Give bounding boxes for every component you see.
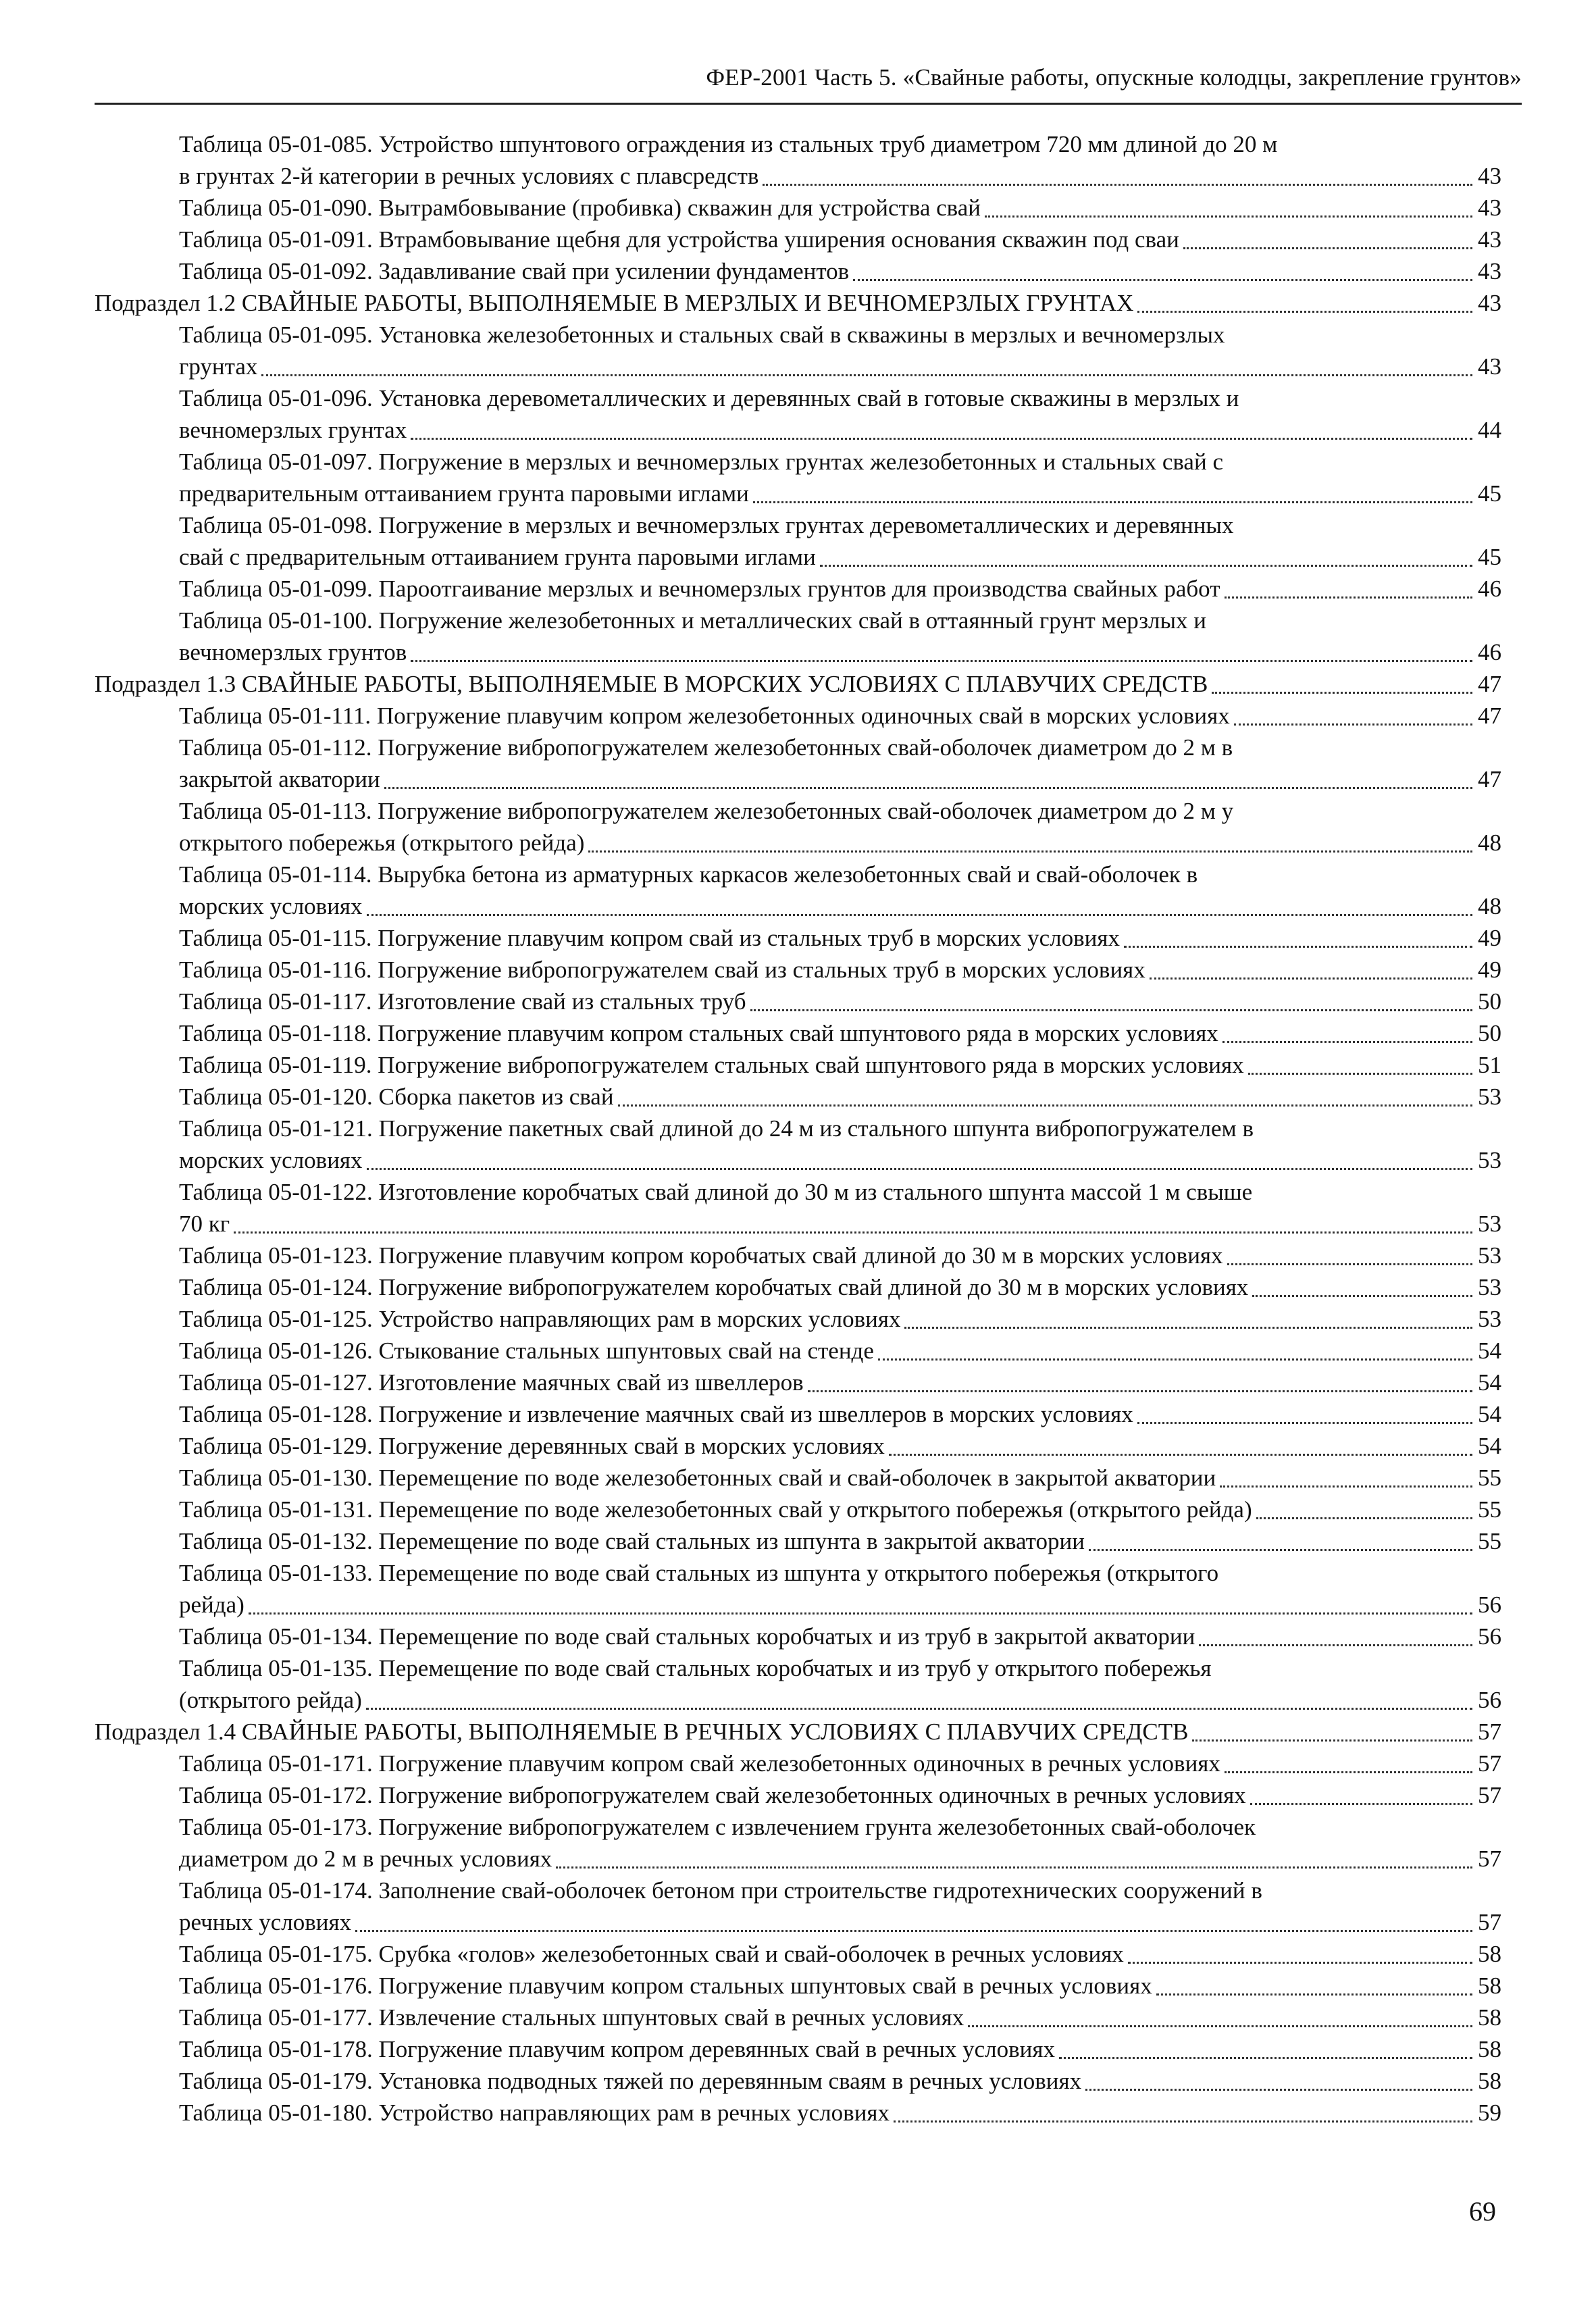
toc-entry-text: Таблица 05-01-096. Установка деревометаллических и деревянных свай в готовые скважины в мерзлых и [179,385,1241,411]
toc-entry-line [95,890,1501,922]
toc-page-number: 54 [1475,1398,1501,1430]
toc-table-entry[interactable] [95,192,1501,224]
toc-entry-line [95,287,1501,319]
toc-table-entry[interactable] [95,1240,1501,1271]
toc-table-entry[interactable] [95,573,1501,605]
toc-page-number: 46 [1475,636,1501,668]
toc-page-number: 54 [1475,1367,1501,1398]
dot-leader [1225,596,1472,599]
toc-page-number: 57 [1475,1906,1501,1938]
toc-page-number: 56 [1475,1684,1501,1716]
toc-table-entry[interactable] [95,1811,1501,1875]
dot-leader [384,787,1472,789]
toc-entry-line [95,954,1501,986]
toc-entry-line [95,1271,1501,1303]
toc-entry-line [95,1176,1501,1208]
toc-page-number: 48 [1475,890,1501,922]
toc-entry-line [95,1970,1501,2002]
toc-entry-line [95,2097,1501,2129]
dot-leader [904,1327,1472,1329]
toc-entry-line [95,1367,1501,1398]
toc-entry-line [95,541,1501,573]
toc-table-entry[interactable] [95,1938,1501,1970]
toc-entry-line [95,1049,1501,1081]
toc-table-entry[interactable] [95,1652,1501,1716]
toc-page-number: 50 [1475,1017,1501,1049]
toc-entry-text: Таблица 05-01-092. Задавливание свай при усилении фундаментов [179,258,852,284]
toc-entry-line [95,1589,1501,1621]
dot-leader [355,1930,1472,1932]
toc-page-number: 57 [1475,1779,1501,1811]
dot-leader [1256,1517,1472,1519]
toc-entry-text: открытого побережья (открытого рейда) [179,830,587,856]
toc-entry-text: Таблица 05-01-123. Погружение плавучим копром коробчатых свай длиной до 30 м в морских условиях [179,1242,1226,1269]
dot-leader [366,1708,1472,1710]
dot-leader [968,2025,1472,2027]
toc-page-number: 56 [1475,1589,1501,1621]
toc-entry-text: вечномерзлых грунтов [179,639,409,665]
toc-page-number: 47 [1475,763,1501,795]
toc-page-number: 46 [1475,573,1501,605]
toc-entry-line [95,1240,1501,1271]
toc-page-number: 44 [1475,414,1501,446]
toc-entry-text: Таблица 05-01-113. Погружение вибропогружателем железобетонных свай-оболочек диаметром до 2 м у [179,798,1236,824]
dot-leader [1222,1041,1472,1043]
toc-page-number: 43 [1475,287,1501,319]
toc-entry-line [95,1557,1501,1589]
toc-entry-line [95,1430,1501,1462]
toc-entry-line [95,2002,1501,2033]
toc-entry-text: Таблица 05-01-172. Погружение вибропогружателем свай железобетонных одиночных в речных условиях [179,1782,1249,1808]
toc-page-number: 47 [1475,700,1501,732]
toc-entry-text: свай с предварительным оттаиванием грунта паровыми иглами [179,544,819,570]
toc-page-number: 58 [1475,2033,1501,2065]
toc-table-entry[interactable] [95,700,1501,732]
dot-leader [1212,692,1472,694]
toc-entry-text: Таблица 05-01-180. Устройство направляющих рам в речных условиях [179,2100,892,2126]
toc-entry-line [95,986,1501,1017]
toc-entry-text: Таблица 05-01-117. Изготовление свай из стальных труб [179,988,749,1015]
dot-leader [1085,2089,1472,2091]
toc-page-number: 55 [1475,1525,1501,1557]
page-number: 69 [1469,2196,1496,2227]
dot-leader [763,184,1472,186]
toc-entry-text: морских условиях [179,893,365,919]
toc-entry-text: Таблица 05-01-115. Погружение плавучим копром свай из стальных труб в морских условиях [179,925,1123,951]
toc-entry-text: диаметром до 2 м в речных условиях [179,1846,555,1872]
toc-entry-text: грунтах [179,353,260,380]
toc-entry-text: (открытого рейда) [179,1687,365,1713]
toc-entry-line [95,1335,1501,1367]
toc-table-entry[interactable] [95,1557,1501,1621]
toc-table-entry[interactable] [95,319,1501,382]
toc-page-number: 55 [1475,1462,1501,1494]
toc-entry-text: Таблица 05-01-099. Пароотгаивание мерзлых и вечномерзлых грунтов для производства свайных работ [179,576,1223,602]
dot-leader [753,501,1472,503]
dot-leader [1137,311,1472,313]
toc-entry-line [95,605,1501,636]
toc-page-number: 58 [1475,1970,1501,2002]
toc-entry-text: Подраздел 1.3 СВАЙНЫЕ РАБОТЫ, ВЫПОЛНЯЕМЫЕ В МОРСКИХ УСЛОВИЯХ С ПЛАВУЧИХ СРЕДСТВ [95,671,1210,697]
toc-entry-line [95,1811,1501,1843]
toc-entry-text: Таблица 05-01-178. Погружение плавучим копром деревянных свай в речных условиях [179,2036,1058,2062]
toc-entry-text: Таблица 05-01-098. Погружение в мерзлых и вечномерзлых грунтах деревометаллических и деревянных [179,512,1237,538]
dot-leader [249,1612,1472,1615]
toc-entry-line [95,382,1501,414]
toc-entry-line [95,160,1501,192]
toc-page-number: 54 [1475,1430,1501,1462]
toc-entry-text: Таблица 05-01-119. Погружение вибропогружателем стальных свай шпунтового ряда в морских условиях [179,1052,1247,1078]
toc-table-entry[interactable] [95,1335,1501,1367]
toc-page-number: 56 [1475,1621,1501,1652]
toc-entry-line [95,128,1501,160]
toc-entry-text: Таблица 05-01-124. Погружение вибропогружателем коробчатых свай длиной до 30 м в морских условиях [179,1274,1251,1300]
toc-entry-line [95,859,1501,890]
toc-table-entry[interactable] [95,2065,1501,2097]
toc-table-entry[interactable] [95,2002,1501,2033]
toc-table-entry[interactable] [95,446,1501,509]
toc-page-number: 55 [1475,1494,1501,1525]
toc-entry-line [95,1652,1501,1684]
toc-entry-line [95,1081,1501,1113]
toc-entry-text: закрытой акватории [179,766,383,792]
dot-leader [1089,1549,1472,1551]
page-header: ФЕР-2001 Часть 5. «Свайные работы, опускные колодцы, закрепление грунтов» [706,64,1522,91]
toc-page-number: 43 [1475,351,1501,382]
toc-entry-text: Таблица 05-01-116. Погружение вибропогружателем свай из стальных труб в морских условиях [179,957,1148,983]
toc-entry-line [95,446,1501,478]
toc-entry-line [95,1113,1501,1144]
toc-page-number: 53 [1475,1208,1501,1240]
toc-entry-line [95,1494,1501,1525]
toc-entry-line [95,319,1501,351]
toc-entry-line [95,636,1501,668]
toc-page-number: 57 [1475,1748,1501,1779]
dot-leader [1234,723,1472,726]
toc-entry-text: предварительным оттаиванием грунта паровыми иглами [179,480,752,507]
toc-page-number: 57 [1475,1843,1501,1875]
dot-leader [367,914,1472,916]
dot-leader [411,660,1472,662]
dot-leader [1124,946,1472,948]
toc-entry-line [95,509,1501,541]
dot-leader [1137,1422,1472,1424]
toc-entry-text: Таблица 05-01-134. Перемещение по воде свай стальных коробчатых и из труб в закрытой акватории [179,1623,1198,1650]
dot-leader [1252,1295,1472,1297]
toc-entry-text: вечномерзлых грунтах [179,417,409,443]
toc-table-entry[interactable] [95,605,1501,668]
toc-entry-text: Таблица 05-01-090. Вытрамбовывание (пробивка) скважин для устройства свай [179,195,983,221]
dot-leader [889,1454,1472,1456]
toc-table-entry[interactable] [95,382,1501,446]
toc-entry-line [95,922,1501,954]
toc-page-number: 43 [1475,160,1501,192]
toc-entry-line [95,1398,1501,1430]
toc-page-number: 57 [1475,1716,1501,1748]
toc-page-number: 53 [1475,1081,1501,1113]
toc-entry-line [95,2033,1501,2065]
toc-page-number: 50 [1475,986,1501,1017]
toc-entry-text: Таблица 05-01-097. Погружение в мерзлых и вечномерзлых грунтах железобетонных и стальных свай с [179,449,1226,475]
toc-entry-line [95,1303,1501,1335]
header-rule [95,103,1522,105]
toc-page-number: 58 [1475,2065,1501,2097]
toc-table-entry[interactable] [95,1303,1501,1335]
toc-entry-line [95,478,1501,509]
toc-entry-text: Таблица 05-01-085. Устройство шпунтового ограждения из стальных труб диаметром 720 мм длиной до 20 м [179,131,1280,157]
toc-page-number: 48 [1475,827,1501,859]
toc-entry-text: Таблица 05-01-179. Установка подводных тяжей по деревянным сваям в речных условиях [179,2068,1084,2094]
dot-leader [1192,1739,1472,1742]
dot-leader [556,1866,1472,1869]
toc-page-number: 53 [1475,1303,1501,1335]
toc-section-entry[interactable] [95,668,1501,700]
toc-table-entry[interactable] [95,1176,1501,1240]
toc-entry-line [95,1017,1501,1049]
toc-page-number: 49 [1475,954,1501,986]
toc-page-number: 58 [1475,2002,1501,2033]
toc-table-entry[interactable] [95,1494,1501,1525]
toc-entry-text: Подраздел 1.2 СВАЙНЫЕ РАБОТЫ, ВЫПОЛНЯЕМЫЕ В МЕРЗЛЫХ И ВЕЧНОМЕРЗЛЫХ ГРУНТАХ [95,290,1136,316]
toc-section-entry[interactable] [95,1716,1501,1748]
toc-entry-line [95,192,1501,224]
dot-leader [1150,977,1472,980]
toc-entry-line [95,1779,1501,1811]
toc-entry-text: Таблица 05-01-091. Втрамбовывание щебня для устройства уширения основания скважин под сваи [179,226,1182,253]
dot-leader [820,565,1472,567]
toc-entry-text: Таблица 05-01-175. Срубка «голов» железобетонных свай и свай-оболочек в речных условиях [179,1941,1127,1967]
toc-entry-line [95,1525,1501,1557]
toc-entry-text: в грунтах 2-й категории в речных условиях с плавсредств [179,163,761,189]
toc-page-number: 51 [1475,1049,1501,1081]
toc-table-entry[interactable] [95,1049,1501,1081]
toc-table-entry[interactable] [95,1081,1501,1113]
toc-table-entry[interactable] [95,224,1501,255]
toc-entry-text: Таблица 05-01-125. Устройство направляющих рам в морских условиях [179,1306,903,1332]
toc-entry-line [95,1938,1501,1970]
toc-entry-text: рейда) [179,1592,247,1618]
toc-table-entry[interactable] [95,1525,1501,1557]
toc-entry-text: Таблица 05-01-131. Перемещение по воде железобетонных свай у открытого побережья (открытого рейда) [179,1496,1255,1523]
dot-leader [894,2120,1472,2123]
toc-entry-text: Таблица 05-01-127. Изготовление маячных свай из швеллеров [179,1369,806,1396]
toc-entry-line [95,1144,1501,1176]
toc-page-number: 54 [1475,1335,1501,1367]
toc-entry-text: Таблица 05-01-121. Погружение пакетных свай длиной до 24 м из стального шпунта вибропогружателем в [179,1115,1256,1142]
toc-table-entry[interactable] [95,509,1501,573]
toc-entry-line [95,1684,1501,1716]
toc-entry-line [95,1716,1501,1748]
toc-entry-line [95,1208,1501,1240]
toc-entry-line [95,351,1501,382]
toc-entry-text: Таблица 05-01-114. Вырубка бетона из арматурных каркасов железобетонных свай и свай-оболочек в [179,861,1200,888]
dot-leader [1248,1073,1472,1075]
toc-table-entry[interactable] [95,1017,1501,1049]
dot-leader [1156,1993,1472,1996]
toc-page-number: 43 [1475,224,1501,255]
dot-leader [261,374,1472,376]
toc-entry-text: Таблица 05-01-118. Погружение плавучим копром стальных свай шпунтового ряда в морских условиях [179,1020,1221,1046]
toc-page-number: 53 [1475,1271,1501,1303]
toc-table-entry[interactable] [95,795,1501,859]
toc-entry-text: Подраздел 1.4 СВАЙНЫЕ РАБОТЫ, ВЫПОЛНЯЕМЫЕ В РЕЧНЫХ УСЛОВИЯХ С ПЛАВУЧИХ СРЕДСТВ [95,1719,1191,1745]
toc-table-entry[interactable] [95,255,1501,287]
dot-leader [234,1231,1472,1234]
toc-page-number: 53 [1475,1240,1501,1271]
dot-leader [1183,247,1472,249]
toc-entry-line [95,1462,1501,1494]
dot-leader [985,215,1472,218]
toc-section-entry[interactable] [95,287,1501,319]
toc-entry-text: Таблица 05-01-176. Погружение плавучим копром стальных шпунтовых свай в речных условиях [179,1973,1155,1999]
toc-entry-text: Таблица 05-01-111. Погружение плавучим копром железобетонных одиночных свай в морских условиях [179,703,1233,729]
toc-page-number: 49 [1475,922,1501,954]
toc-entry-line [95,700,1501,732]
toc-table-entry[interactable] [95,1970,1501,2002]
toc-entry-line [95,1621,1501,1652]
toc-table-entry[interactable] [95,1430,1501,1462]
dot-leader [1059,2057,1472,2059]
toc-entry-text: Таблица 05-01-132. Перемещение по воде свай стальных из шпунта в закрытой акватории [179,1528,1087,1554]
toc-entry-line [95,573,1501,605]
toc-entry-text: Таблица 05-01-100. Погружение железобетонных и металлических свай в оттаянный грунт мерзлых и [179,607,1209,634]
toc-table-entry[interactable] [95,1113,1501,1176]
toc-table-entry[interactable] [95,1398,1501,1430]
toc-entry-text: Таблица 05-01-173. Погружение вибропогружателем с извлечением грунта железобетонных свай-оболочек [179,1814,1258,1840]
toc-table-entry[interactable] [95,1748,1501,1779]
toc-entry-line [95,1843,1501,1875]
toc-page-number: 47 [1475,668,1501,700]
toc-entry-text: Таблица 05-01-112. Погружение вибропогружателем железобетонных свай-оболочек диаметром до 2 м в [179,734,1235,761]
toc-entry-text: речных условиях [179,1909,354,1935]
toc-entry-line [95,2065,1501,2097]
toc-entry-line [95,668,1501,700]
toc-entry-line [95,414,1501,446]
toc-entry-line [95,1875,1501,1906]
toc-table-entry[interactable] [95,1462,1501,1494]
toc-page-number: 43 [1475,192,1501,224]
dot-leader [1225,1771,1472,1773]
toc-table-entry[interactable] [95,922,1501,954]
toc-table-entry[interactable] [95,1779,1501,1811]
toc-table-entry[interactable] [95,1875,1501,1938]
dot-leader [1227,1263,1472,1265]
dot-leader [618,1104,1472,1107]
toc-entry-text: Таблица 05-01-177. Извлечение стальных шпунтовых свай в речных условиях [179,2004,967,2031]
dot-leader [588,850,1472,853]
dot-leader [853,279,1472,281]
toc-page-number: 59 [1475,2097,1501,2129]
toc-entry-text: Таблица 05-01-095. Установка железобетонных и стальных свай в скважины в мерзлых и вечномерзлых [179,322,1228,348]
toc-entry-text: 70 кг [179,1211,232,1237]
toc-entry-line [95,1906,1501,1938]
dot-leader [411,438,1472,440]
toc-page-number: 43 [1475,255,1501,287]
toc-table-entry[interactable] [95,1271,1501,1303]
table-of-contents [95,128,1501,2129]
toc-entry-line [95,1748,1501,1779]
toc-table-entry[interactable] [95,986,1501,1017]
dot-leader [1199,1644,1472,1646]
dot-leader [1250,1803,1472,1805]
toc-table-entry[interactable] [95,1621,1501,1652]
toc-table-entry[interactable] [95,1367,1501,1398]
toc-entry-line [95,732,1501,763]
toc-table-entry[interactable] [95,859,1501,922]
toc-entry-text: Таблица 05-01-126. Стыкование стальных шпунтовых свай на стенде [179,1338,877,1364]
toc-entry-line [95,255,1501,287]
toc-entry-text: Таблица 05-01-135. Перемещение по воде свай стальных коробчатых и из труб у открытого побережья [179,1655,1214,1681]
toc-table-entry[interactable] [95,2097,1501,2129]
dot-leader [750,1009,1472,1011]
toc-entry-text: Таблица 05-01-128. Погружение и извлечение маячных свай из швеллеров в морских условиях [179,1401,1136,1427]
toc-entry-text: Таблица 05-01-120. Сборка пакетов из свай [179,1084,617,1110]
toc-entry-text: Таблица 05-01-129. Погружение деревянных свай в морских условиях [179,1433,887,1459]
toc-page-number: 45 [1475,478,1501,509]
dot-leader [1128,1962,1472,1964]
toc-entry-text: Таблица 05-01-122. Изготовление коробчатых свай длиной до 30 м из стального шпунта массой 1 м свыше [179,1179,1255,1205]
toc-entry-text: Таблица 05-01-171. Погружение плавучим копром свай железобетонных одиночных в речных условиях [179,1750,1223,1777]
toc-entry-line [95,224,1501,255]
toc-table-entry[interactable] [95,954,1501,986]
toc-entry-line [95,795,1501,827]
toc-entry-text: Таблица 05-01-130. Перемещение по воде железобетонных свай и свай-оболочек в закрытой акватории [179,1465,1218,1491]
dot-leader [878,1358,1472,1361]
dot-leader [1220,1485,1472,1488]
toc-entry-line [95,827,1501,859]
toc-entry-text: Таблица 05-01-133. Перемещение по воде свай стальных из шпунта у открытого побережья (открытого [179,1560,1221,1586]
toc-entry-text: Таблица 05-01-174. Заполнение свай-оболочек бетоном при строительстве гидротехнических сооружений в [179,1877,1265,1904]
toc-table-entry[interactable] [95,128,1501,192]
toc-page-number: 53 [1475,1144,1501,1176]
toc-table-entry[interactable] [95,732,1501,795]
toc-page-number: 45 [1475,541,1501,573]
toc-entry-line [95,763,1501,795]
toc-page-number: 58 [1475,1938,1501,1970]
dot-leader [367,1168,1472,1170]
toc-table-entry[interactable] [95,2033,1501,2065]
dot-leader [808,1390,1472,1392]
toc-entry-text: морских условиях [179,1147,365,1173]
